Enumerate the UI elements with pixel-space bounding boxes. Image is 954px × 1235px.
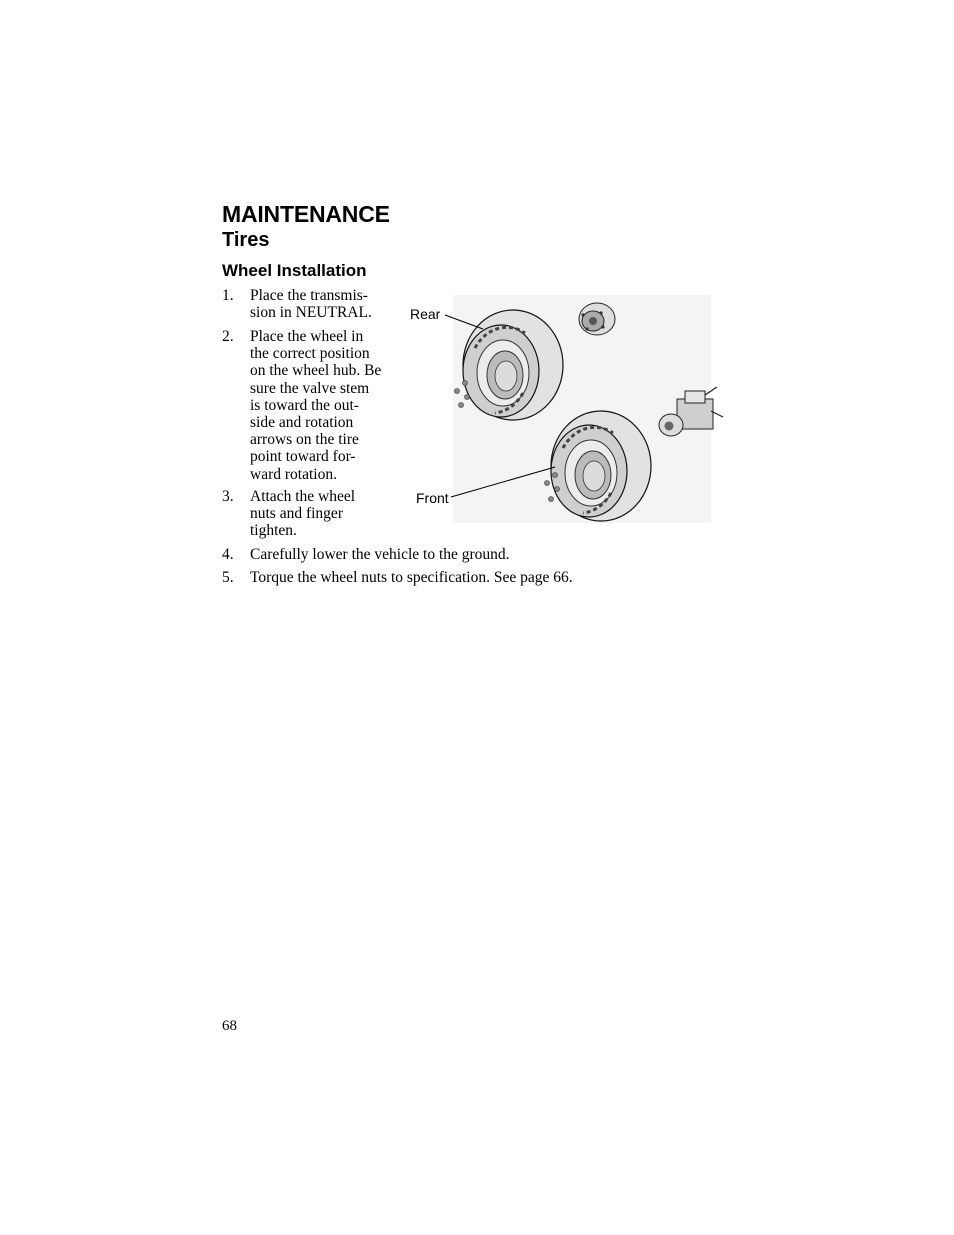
wheel-installation-illustration [405, 293, 725, 525]
step-number: 5. [222, 569, 234, 586]
rear-label: Rear [410, 306, 441, 322]
step-text: Place the wheel in the correct position on the wheel hub. Be sure the valve stem is toward the out- side and rotation arrows on the tire point toward for- ward rotation. [250, 328, 382, 483]
step-text: Place the transmis- sion in NEUTRAL. [250, 287, 372, 322]
front-label: Front [416, 490, 449, 506]
rear-hub [579, 303, 615, 335]
topic-heading: Wheel Installation [222, 261, 367, 280]
rear-wheel [463, 310, 563, 420]
section-title: MAINTENANCE [222, 201, 390, 227]
front-wheel [551, 411, 651, 521]
step-number: 4. [222, 546, 234, 563]
step-text: Carefully lower the vehicle to the ground. [250, 546, 510, 563]
step-number: 1. [222, 287, 234, 304]
subsection-title: Tires [222, 229, 270, 251]
step-text: Attach the wheel nuts and finger tighten. [250, 488, 356, 540]
step-number: 2. [222, 328, 234, 345]
step-number: 3. [222, 488, 234, 505]
step-text: Torque the wheel nuts to specification. See page 66. [250, 569, 573, 586]
page-number: 68 [222, 1018, 237, 1034]
